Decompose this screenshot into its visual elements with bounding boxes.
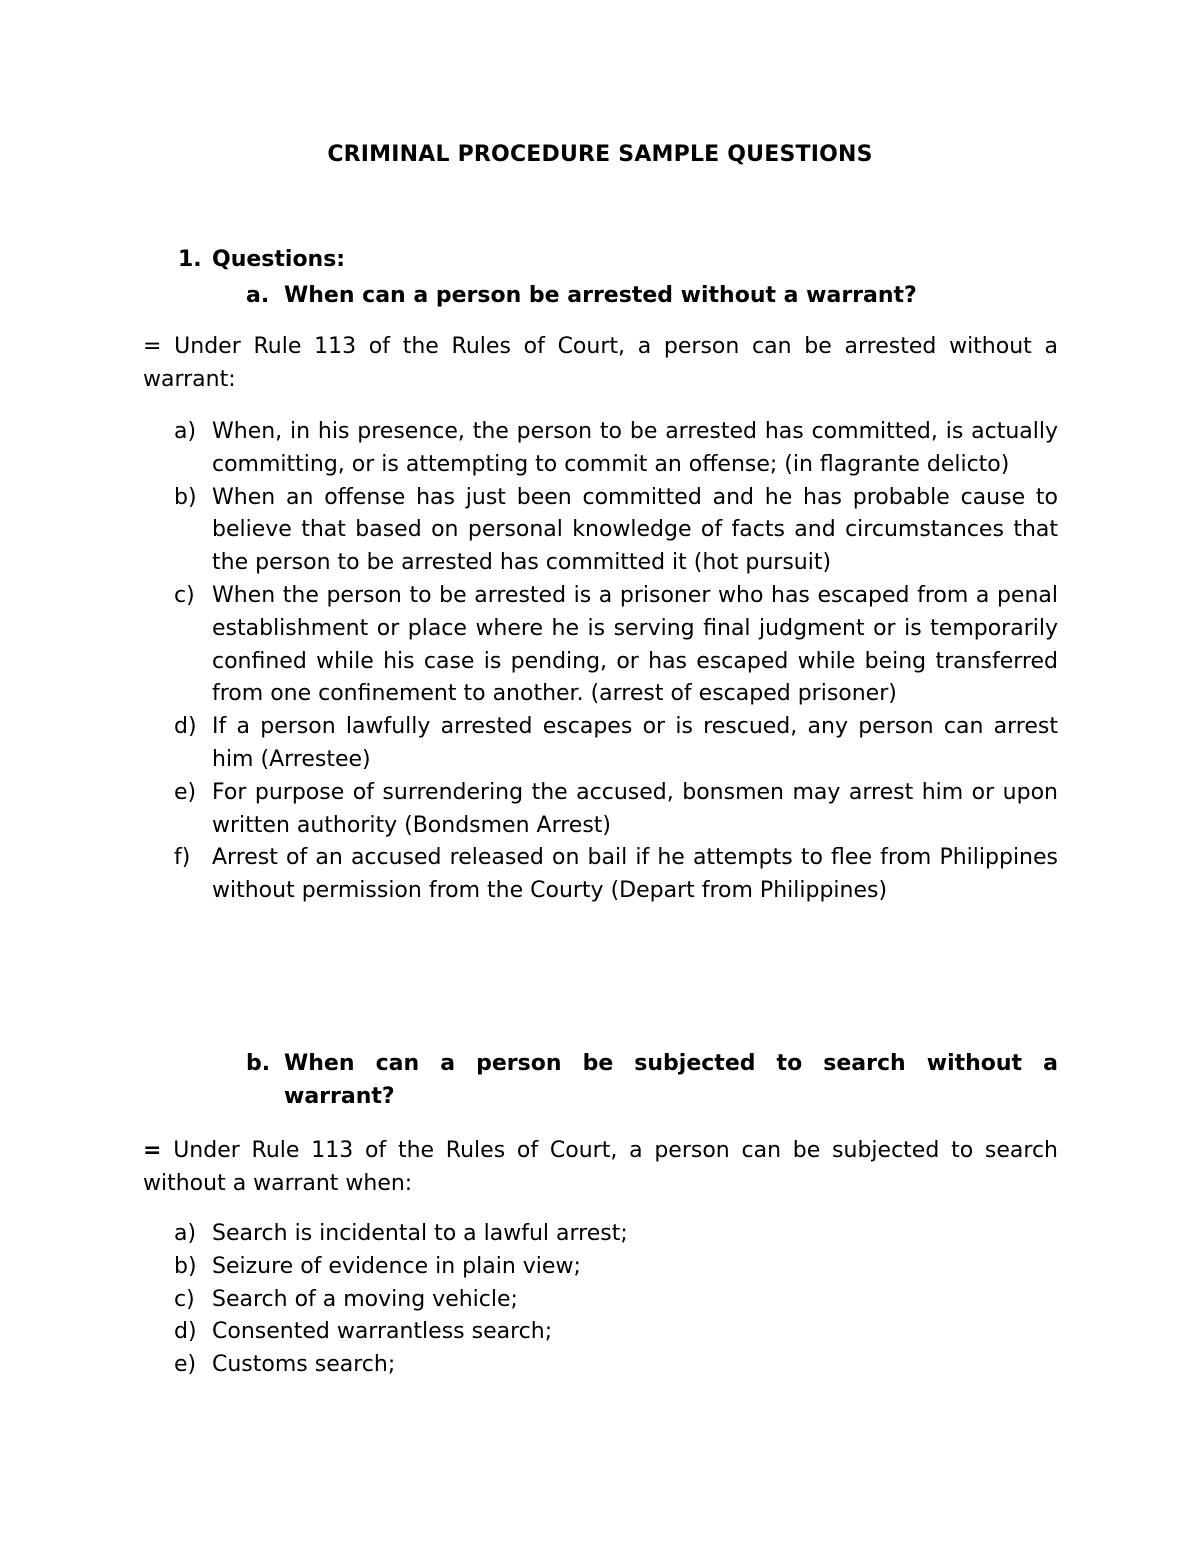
list-item [174, 416, 1058, 482]
list-item-text: Arrest of an accused released on bail if he attempts to flee from Philippines without permission from the Courty (Depart from Philippines) [212, 845, 1058, 904]
section-heading [178, 247, 345, 272]
intro-equals-sign: = [143, 1138, 162, 1163]
list-item [174, 1284, 1058, 1317]
list-item-text: When the person to be arrested is a prisoner who has escaped from a penal establishment or place where he is serving final judgment or is temporarily confined while his case is pending, or has escaped while being transferred from one confinement to another. (arrest of escaped prisoner) [212, 582, 1058, 707]
question-a-intro: = Under Rule 113 of the Rules of Court, a person can be arrested without a warrant: [143, 334, 1058, 392]
question-a-heading [246, 279, 1066, 312]
list-item [174, 1251, 1058, 1284]
list-item-text: If a person lawfully arrested escapes or is rescued, any person can arrest him (Arrestee) [212, 714, 1058, 772]
question-b-intro-text: Under Rule 113 of the Rules of Court, a person can be subjected to search without a warrant when: [143, 1138, 1058, 1196]
question-b-text-line2: warrant? [284, 1084, 395, 1109]
question-b-intro [143, 1134, 1058, 1200]
question-a-letter: a. [246, 283, 270, 308]
list-item-text: Search of a moving vehicle; [212, 1286, 518, 1312]
list-item [174, 711, 1058, 777]
list-marker: d) [174, 714, 197, 740]
list-item-text: Customs search; [212, 1352, 396, 1378]
list-item [174, 1349, 1058, 1382]
list-item [174, 1218, 1058, 1251]
list-marker: a) [174, 419, 197, 444]
list-marker: b) [174, 1253, 197, 1279]
list-item-text: Search is incidental to a lawful arrest; [212, 1221, 628, 1246]
question-b-list [174, 1218, 1058, 1382]
document-title: CRIMINAL PROCEDURE SAMPLE QUESTIONS [327, 142, 873, 167]
question-b-letter: b. [246, 1051, 271, 1076]
list-marker: a) [174, 1221, 197, 1246]
list-item [174, 1316, 1058, 1349]
list-marker: c) [174, 582, 195, 608]
list-item [174, 482, 1058, 580]
list-item [174, 580, 1058, 711]
list-item-text: When an offense has just been committed and he has probable cause to believe that based on personal knowledge of facts and circumstances that the person to be arrested has committed it (hot pursuit) [212, 484, 1058, 576]
list-item-text: Seizure of evidence in plain view; [212, 1253, 581, 1279]
list-item-text: For purpose of surrendering the accused, bonsmen may arrest him or upon written authority (Bondsmen Arrest) [212, 779, 1058, 838]
section-number: 1. [178, 247, 202, 272]
list-item-text: Consented warrantless search; [212, 1319, 553, 1345]
list-item [174, 842, 1058, 908]
list-marker: f) [174, 845, 191, 871]
list-marker: c) [174, 1286, 195, 1312]
question-a-text: When can a person be arrested without a warrant? [284, 283, 917, 308]
list-marker: b) [174, 484, 197, 510]
question-a-list [174, 416, 1058, 908]
list-marker: e) [174, 779, 197, 805]
list-marker: d) [174, 1319, 197, 1345]
list-item-text: When, in his presence, the person to be arrested has committed, is actually committing, or is attempting to commit an offense; (in flagrante delicto) [212, 419, 1058, 477]
list-marker: e) [174, 1352, 197, 1378]
section-label: Questions: [212, 247, 346, 272]
question-b-heading [246, 1047, 1058, 1113]
list-item [174, 777, 1058, 843]
question-b-text-line1: When can a person be subjected to search without a [284, 1051, 1058, 1076]
